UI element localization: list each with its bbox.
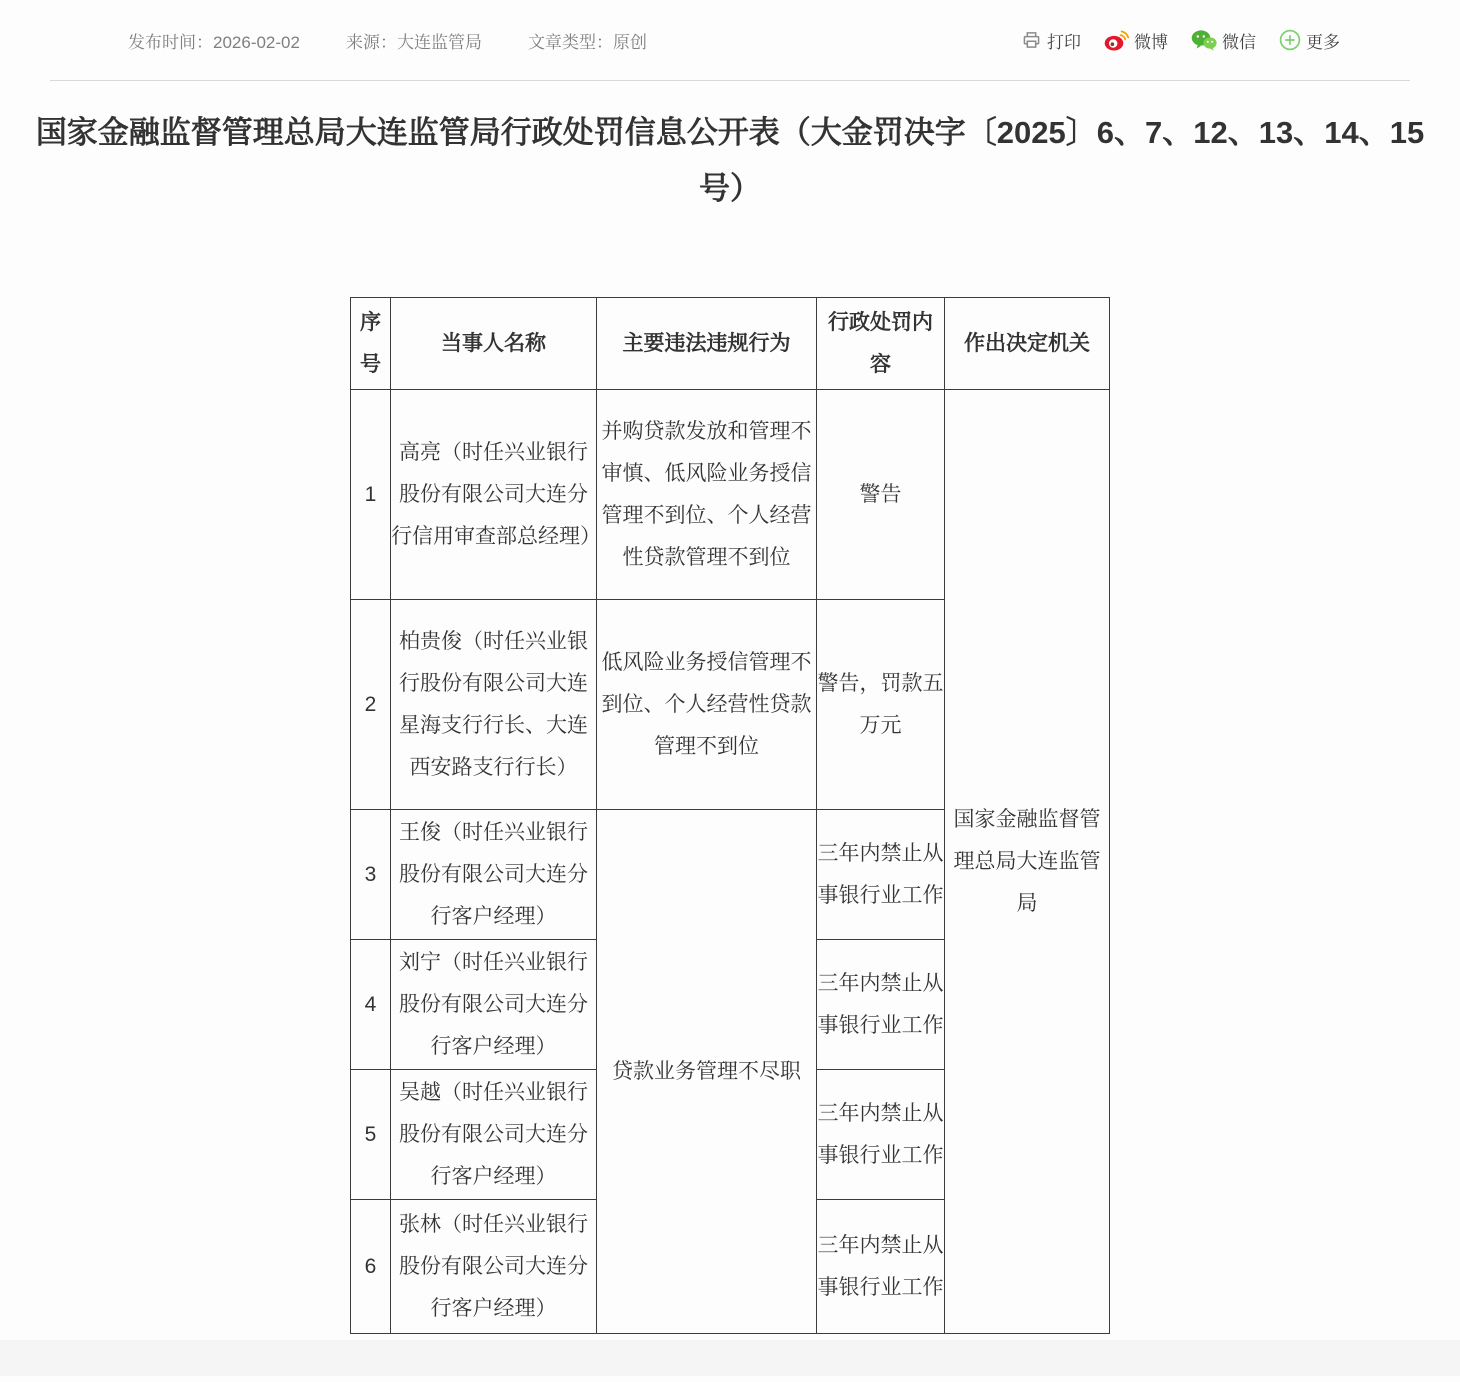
wechat-label: 微信 xyxy=(1222,32,1256,52)
header-index: 序号 xyxy=(351,298,391,390)
table-header-row xyxy=(351,298,1110,390)
article-meta xyxy=(128,28,647,53)
printer-icon xyxy=(1021,30,1042,50)
cell-penalty: 警告 xyxy=(817,390,945,600)
cell-penalty: 三年内禁止从事银行业工作 xyxy=(817,1200,945,1334)
table-row xyxy=(351,390,1110,600)
publish-time-label: 发布时间：2026-02-02 xyxy=(128,32,300,52)
cell-authority-merged: 国家金融监督管理总局大连监管局 xyxy=(945,390,1110,1334)
cell-party: 刘宁（时任兴业银行股份有限公司大连分行客户经理） xyxy=(391,940,597,1070)
header-penalty: 行政处罚内容 xyxy=(817,298,945,390)
cell-violation: 低风险业务授信管理不到位、个人经营性贷款管理不到位 xyxy=(597,600,817,810)
wechat-icon xyxy=(1191,29,1217,51)
weibo-icon xyxy=(1104,29,1129,51)
source-label: 来源：大连监管局 xyxy=(345,32,482,52)
cell-index: 3 xyxy=(351,810,391,940)
cell-party: 高亮（时任兴业银行股份有限公司大连分行信用审查部总经理） xyxy=(391,390,597,600)
cell-index: 6 xyxy=(351,1200,391,1334)
cell-party: 柏贵俊（时任兴业银行股份有限公司大连星海支行行长、大连西安路支行行长） xyxy=(391,600,597,810)
penalty-table xyxy=(350,297,1110,1334)
cell-index: 5 xyxy=(351,1070,391,1200)
print-label: 打印 xyxy=(1047,32,1081,52)
print-button[interactable] xyxy=(1021,28,1081,53)
cell-party: 吴越（时任兴业银行股份有限公司大连分行客户经理） xyxy=(391,1070,597,1200)
cell-index: 2 xyxy=(351,600,391,810)
cell-penalty: 警告，罚款五万元 xyxy=(817,600,945,810)
article-type-label: 文章类型：原创 xyxy=(527,32,647,52)
weibo-label: 微博 xyxy=(1134,32,1168,52)
footer-strip xyxy=(0,1340,1460,1376)
cell-index: 1 xyxy=(351,390,391,600)
article-meta-bar xyxy=(50,0,1410,81)
plus-circle-icon xyxy=(1279,29,1301,51)
header-party: 当事人名称 xyxy=(391,298,597,390)
wechat-button[interactable] xyxy=(1191,28,1256,53)
share-actions xyxy=(1021,28,1340,53)
more-label: 更多 xyxy=(1306,32,1340,52)
page-title: 国家金融监督管理总局大连监管局行政处罚信息公开表（大金罚决字〔2025〕6、7、12、13、14、15号） xyxy=(35,115,1425,206)
header-authority: 作出决定机关 xyxy=(945,298,1110,390)
cell-violation: 并购贷款发放和管理不审慎、低风险业务授信管理不到位、个人经营性贷款管理不到位 xyxy=(597,390,817,600)
cell-penalty: 三年内禁止从事银行业工作 xyxy=(817,810,945,940)
weibo-button[interactable] xyxy=(1104,28,1168,53)
cell-penalty: 三年内禁止从事银行业工作 xyxy=(817,1070,945,1200)
cell-violation-merged: 贷款业务管理不尽职 xyxy=(597,810,817,1334)
cell-party: 张林（时任兴业银行股份有限公司大连分行客户经理） xyxy=(391,1200,597,1334)
header-violation: 主要违法违规行为 xyxy=(597,298,817,390)
cell-index: 4 xyxy=(351,940,391,1070)
cell-party: 王俊（时任兴业银行股份有限公司大连分行客户经理） xyxy=(391,810,597,940)
cell-penalty: 三年内禁止从事银行业工作 xyxy=(817,940,945,1070)
more-button[interactable] xyxy=(1279,28,1340,53)
